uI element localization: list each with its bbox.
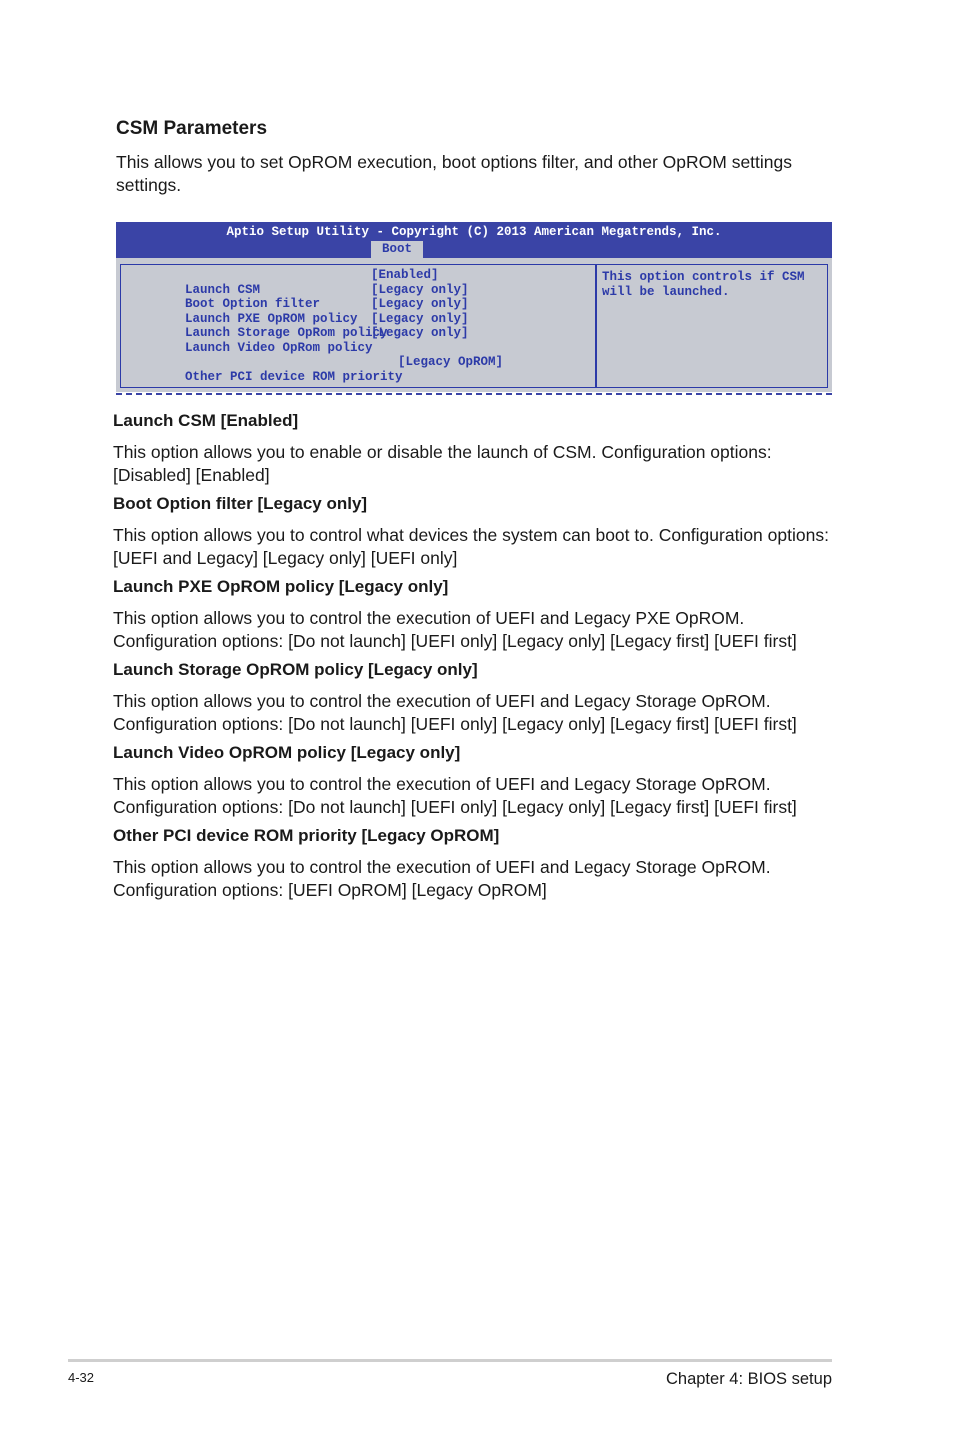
option-heading-launch-pxe-oprom: Launch PXE OpROM policy [Legacy only] [113, 577, 449, 596]
bios-item-value: [Legacy only] [371, 282, 469, 297]
intro-text: This allows you to set OpROM execution, boot options filter, and other OpROM settings settings. [116, 152, 793, 195]
option-heading-other-pci-rom-priority: Other PCI device ROM priority [Legacy OpROM] [113, 826, 500, 845]
option-heading-launch-csm: Launch CSM [Enabled] [113, 411, 299, 430]
bios-item-value: [Legacy only] [371, 311, 469, 326]
bios-item-value: [Enabled] [371, 268, 439, 282]
option-description-launch-pxe-oprom: This option allows you to control the execution of UEFI and Legacy PXE OpROM. Configuration options: [Do not launch] [UEFI only] [Legacy only] [Legacy first] [UEFI first] [113, 608, 797, 651]
bios-help-panel [596, 264, 828, 388]
bios-screenshot [116, 222, 832, 398]
bios-item-value: [Legacy only] [371, 297, 469, 311]
option-description-launch-storage-oprom: This option allows you to control the execution of UEFI and Legacy Storage OpROM. Configuration options: [Do not launch] [UEFI only] [Legacy only] [Legacy first] [UEFI first] [113, 691, 797, 734]
bios-item-label: Other PCI device ROM priority [185, 369, 403, 384]
bios-item-label: Launch CSM [185, 282, 261, 297]
option-heading-launch-video-oprom: Launch Video OpROM policy [Legacy only] [113, 743, 461, 762]
bios-body [116, 258, 832, 392]
bios-item-label: Launch Video OpRom policy [185, 340, 373, 355]
footer-rule [68, 1359, 832, 1362]
bios-item-other-pci-device-rom-priority[interactable] [125, 355, 504, 399]
bios-item-value: [Legacy only] [371, 326, 469, 340]
page-title: CSM Parameters [116, 118, 268, 139]
option-heading-launch-storage-oprom: Launch Storage OpROM policy [Legacy only] [113, 660, 478, 679]
chapter-label: Chapter 4: BIOS setup [665, 1370, 832, 1388]
tab-boot[interactable]: Boot [371, 241, 423, 258]
option-description-other-pci-rom-priority: This option allows you to control the execution of UEFI and Legacy Storage OpROM. Configuration options: [UEFI OpROM] [Legacy OpROM] [113, 857, 771, 900]
bios-dashed-border [116, 393, 832, 395]
bios-settings-panel [120, 264, 596, 388]
page-number: 4-32 [68, 1370, 95, 1385]
bios-item-value: [Legacy OpROM] [398, 355, 504, 369]
bios-title: Aptio Setup Utility - Copyright (C) 2013 American Megatrends, Inc. [226, 225, 722, 239]
option-description-boot-option-filter: This option allows you to control what devices the system can boot to. Configuration options: [UEFI and Legacy] [Legacy only] [UEFI only] [113, 525, 829, 568]
bios-item-label: Launch Storage OpRom policy [185, 326, 388, 340]
bios-help-text: This option controls if CSM will be launched. [602, 270, 805, 299]
bios-header [116, 222, 832, 258]
option-description-launch-csm: This option allows you to enable or disable the launch of CSM. Configuration options: [Disabled] [Enabled] [113, 442, 772, 485]
bios-item-label: Launch PXE OpROM policy [185, 311, 358, 326]
option-heading-boot-option-filter: Boot Option filter [Legacy only] [113, 494, 368, 513]
bios-item-label: Boot Option filter [185, 297, 321, 311]
option-description-launch-video-oprom: This option allows you to control the execution of UEFI and Legacy Storage OpROM. Configuration options: [Do not launch] [UEFI only] [Legacy only] [Legacy first] [UEFI first] [113, 774, 797, 817]
